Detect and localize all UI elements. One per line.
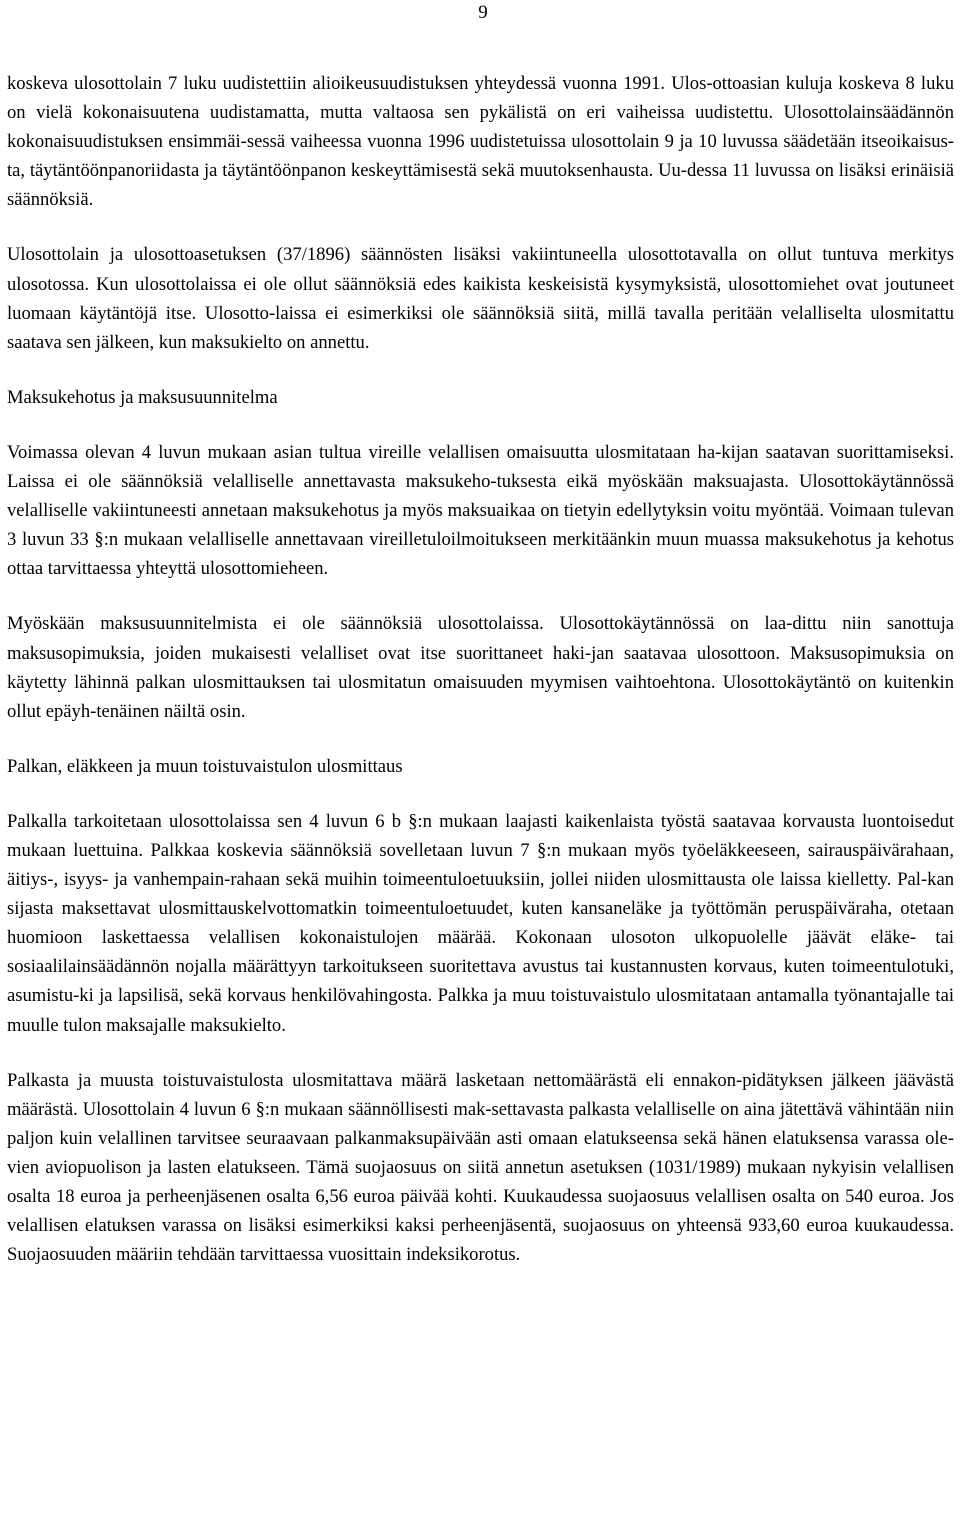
paragraph: Palkalla tarkoitetaan ulosottolaissa sen 4 luvun 6 b §:n mukaan laajasti kaikenlaista työstä saatavaa korvausta luontoisedut mukaan luettuina. Palkkaa koskevia säännöksiä sovelletaan luvun 7 §:n mukaan myös työeläkkeeseen, sairauspäivärahaan, äitiys-, isyys- ja vanhempain-rahaan sekä muihin toimeentuloetuuksiin, jollei niiden ulosmittausta ole laissa kielletty. Pal-kan sijasta maksettavat ulosmittauskelvottomatkin toimeentuloetuudet, kuten kansaneläke ja työttömän peruspäiväraha, otetaan huomioon laskettaessa velallisen kokonaistulojen määrää. Kokonaan ulosoton ulkopuolelle jäävät eläke- tai sosiaalilainsäädännön nojalla määrättyyn tarkoitukseen suoritettava avustus tai kustannusten korvaus, kuten toimeentulotuki, asumistu-ki ja lapsilisä, sekä korvaus henkilövahingosta. Palkka ja muu toistuvaistulo ulosmitataan antamalla työnantajalle tai muulle tulon maksajalle maksukielto. xyxy=(7,810,954,1036)
document-body xyxy=(7,69,954,1269)
paragraph: koskeva ulosottolain 7 luku uudistettiin alioikeusuudistuksen yhteydessä vuonna 1991. Ulos-ottoasian kuluja koskeva 8 luku on vielä kokonaisuutena uudistamatta, mutta valtaosa sen pykälistä on eri vaiheissa uudistettu. Ulosottolainsäädännön kokonaisuudistuksen ensimmäi-sessä vaiheessa vuonna 1996 uudistetuissa ulosottolain 9 ja 10 luvussa säädetään itseoikaisus-ta, täytäntöönpanoriidasta ja täytäntöönpanon keskeyttämisestä sekä muutoksenhausta. Uu-dessa 11 luvussa on lisäksi erinäisiä säännöksiä. xyxy=(7,73,954,211)
paragraph: Palkasta ja muusta toistuvaistulosta ulosmitattava määrä lasketaan nettomäärästä eli ennakon-pidätyksen jälkeen jäävästä määrästä. Ulosottolain 4 luvun 6 §:n mukaan säännöllisesti mak-settavasta palkasta velalliselle on aina jätettävä vähintään niin paljon kuin velallinen tarvitsee seuraavaan palkanmaksupäivään asti omaan elatukseensa sekä hänen elatuksensa varassa ole-vien aviopuolison ja lasten elatukseen. Tämä suojaosuus on siitä annetun asetuksen (1031/1989) mukaan nykyisin velallisen osalta 18 euroa ja perheenjäsenen osalta 6,56 euroa päivää kohti. Kuukaudessa suojaosuus velallisen osalta on 540 euroa. Jos velallisen elatuksen varassa on lisäksi esimerkiksi kaksi perheenjäsentä, suojaosuus on yhteensä 933,60 euroa kuukaudessa. Suojaosuuden määriin tehdään tarvittaessa vuosittain indeksikorotus. xyxy=(7,1069,954,1266)
section-heading: Maksukehotus ja maksusuunnitelma xyxy=(7,386,278,408)
page-number: 9 xyxy=(478,2,488,23)
paragraph: Ulosottolain ja ulosottoasetuksen (37/1896) säännösten lisäksi vakiintuneella ulosottotavalla on ollut tuntuva merkitys ulosotossa. Kun ulosottolaissa ei ole ollut säännöksiä edes kaikista keskeisistä kysymyksistä, ulosottomiehet ovat joutuneet luomaan käytäntöjä itse. Ulosotto-laissa ei esimerkiksi ole säännöksiä siitä, millä tavalla peritään velalliselta ulosmitattu saatava sen jälkeen, kun maksukielto on annettu. xyxy=(7,244,954,353)
paragraph: Voimassa olevan 4 luvun mukaan asian tultua vireille velallisen omaisuutta ulosmitataan ha-kijan saatavan suorittamiseksi. Laissa ei ole säännöksiä velalliselle annettavasta maksukeho-tuksesta eikä myöskään maksuajasta. Ulosottokäytännössä velalliselle vakiintuneesti annetaan maksukehotus ja myös maksuaikaa on tietyin edellytyksin voitu myöntää. Voimaan tulevan 3 luvun 33 §:n mukaan velalliselle annettavaan vireilletuloilmoitukseen merkitäänkin muun muassa maksukehotus ja kehotus ottaa tarvittaessa yhteyttä ulosottomieheen. xyxy=(7,441,954,580)
section-heading: Palkan, eläkkeen ja muun toistuvaistulon ulosmittaus xyxy=(7,755,403,777)
paragraph: Myöskään maksusuunnitelmista ei ole säännöksiä ulosottolaissa. Ulosottokäytännössä on laa-dittu niin sanottuja maksusopimuksia, joiden mukaisesti velalliset ovat itse suorittaneet haki-jan saatavaa ulosottoon. Maksusopimuksia on käytetty lähinnä palkan ulosmittauksen tai ulosmitatun omaisuuden myymisen vaihtoehtona. Ulosottokäytäntö on kuitenkin ollut epäyh-tenäinen näiltä osin. xyxy=(7,613,954,722)
